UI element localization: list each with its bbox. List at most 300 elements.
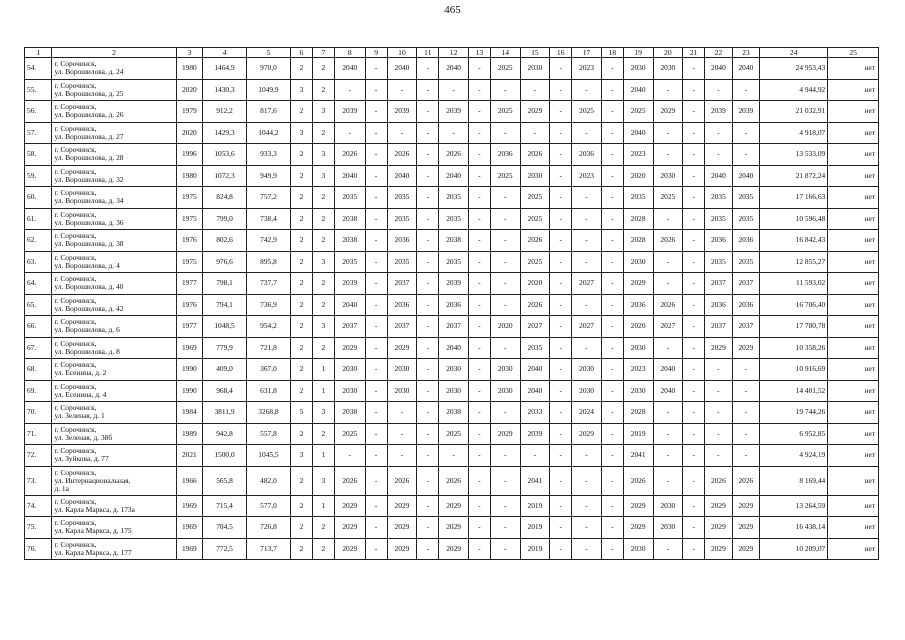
- table-cell: -: [601, 445, 623, 467]
- table-cell: -: [572, 445, 602, 467]
- table-cell: -: [683, 294, 705, 316]
- address-cell: [52, 187, 176, 209]
- address-cell: [52, 79, 176, 101]
- table-cell: -: [601, 316, 623, 338]
- table-cell: -: [705, 144, 732, 166]
- table-cell: 367,0: [246, 359, 290, 381]
- table-cell: 2: [290, 359, 312, 381]
- table-cell: -: [683, 273, 705, 295]
- table-cell: 2030: [334, 359, 365, 381]
- table-cell: 631,8: [246, 380, 290, 402]
- address-line: ул. Зеленая, д. 38б: [54, 432, 113, 442]
- table-cell: -: [601, 273, 623, 295]
- table-cell: -: [417, 495, 439, 517]
- table-cell: -: [417, 58, 439, 80]
- address-line: г. Сорочинск,: [54, 518, 97, 528]
- table-cell: 2030: [653, 495, 683, 517]
- table-cell: 2030: [653, 58, 683, 80]
- table-cell: 3811,9: [203, 402, 247, 424]
- table-cell: -: [439, 79, 469, 101]
- table-cell: -: [417, 273, 439, 295]
- column-header: 10: [387, 48, 417, 58]
- table-cell: -: [732, 359, 759, 381]
- table-cell: -: [490, 294, 520, 316]
- table-cell: 2036: [705, 294, 732, 316]
- table-cell: 2035: [705, 208, 732, 230]
- table-cell: 577,0: [246, 495, 290, 517]
- table-cell: 2036: [623, 294, 653, 316]
- table-cell: 21 872,24: [760, 165, 828, 187]
- table-cell: 2020: [176, 122, 202, 144]
- table-cell: -: [705, 359, 732, 381]
- table-cell: 2030: [623, 251, 653, 273]
- table-cell: нет: [828, 294, 879, 316]
- table-cell: 2: [312, 294, 334, 316]
- table-cell: нет: [828, 445, 879, 467]
- table-cell: 3: [290, 445, 312, 467]
- address-line: ул. Ворошилова, д. 34: [54, 196, 124, 206]
- table-cell: -: [550, 144, 572, 166]
- table-cell: -: [572, 122, 602, 144]
- table-cell: 1990: [176, 359, 202, 381]
- address-line: ул. Карла Маркса, д. 175: [54, 526, 132, 536]
- column-header: 21: [683, 48, 705, 58]
- table-cell: 2040: [387, 165, 417, 187]
- table-cell: 1053,6: [203, 144, 247, 166]
- table-cell: нет: [828, 165, 879, 187]
- table-row: [25, 538, 879, 560]
- address-line: ул. Интернациональная,: [54, 475, 131, 485]
- table-cell: 2030: [653, 165, 683, 187]
- table-cell: -: [550, 337, 572, 359]
- table-cell: -: [732, 380, 759, 402]
- table-cell: 2029: [623, 495, 653, 517]
- table-cell: 2026: [439, 144, 469, 166]
- address-cell: [52, 445, 176, 467]
- table-cell: -: [732, 144, 759, 166]
- table-cell: 2036: [439, 294, 469, 316]
- table-cell: 1969: [176, 538, 202, 560]
- table-cell: -: [490, 538, 520, 560]
- table-row: [25, 294, 879, 316]
- table-cell: 2: [312, 517, 334, 539]
- table-cell: -: [387, 402, 417, 424]
- column-header: 20: [653, 48, 683, 58]
- table-cell: 2039: [439, 273, 469, 295]
- table-cell: -: [417, 101, 439, 123]
- address-line: г. Сорочинск,: [54, 231, 97, 241]
- table-cell: 2040: [387, 58, 417, 80]
- table-cell: -: [490, 122, 520, 144]
- table-cell: 2030: [520, 165, 550, 187]
- table-cell: 2040: [653, 380, 683, 402]
- table-cell: нет: [828, 273, 879, 295]
- table-row: [25, 380, 879, 402]
- table-cell: нет: [828, 101, 879, 123]
- table-cell: 2023: [572, 165, 602, 187]
- table-cell: 2036: [387, 294, 417, 316]
- table-cell: -: [601, 517, 623, 539]
- table-cell: 2036: [387, 230, 417, 252]
- row-number: 60.: [25, 187, 52, 209]
- table-cell: -: [365, 380, 387, 402]
- table-cell: 2035: [705, 251, 732, 273]
- table-cell: 3: [312, 101, 334, 123]
- column-header: 12: [439, 48, 469, 58]
- table-cell: 16 842,43: [760, 230, 828, 252]
- table-cell: -: [417, 402, 439, 424]
- column-header: 23: [732, 48, 759, 58]
- table-cell: нет: [828, 58, 879, 80]
- address-cell: [52, 101, 176, 123]
- table-cell: 14 401,52: [760, 380, 828, 402]
- table-cell: 2039: [732, 101, 759, 123]
- table-row: [25, 187, 879, 209]
- address-line: ул. Ворошилова, д. 25: [54, 88, 124, 98]
- column-header: 2: [52, 48, 176, 58]
- table-cell: 2029: [572, 423, 602, 445]
- table-cell: 3: [312, 316, 334, 338]
- table-cell: нет: [828, 79, 879, 101]
- table-cell: -: [365, 165, 387, 187]
- column-header: 18: [601, 48, 623, 58]
- table-cell: 3: [312, 466, 334, 495]
- table-cell: -: [365, 538, 387, 560]
- address-line: ул. Ворошилова, д. 27: [54, 131, 124, 141]
- table-cell: 2020: [490, 316, 520, 338]
- table-cell: -: [601, 144, 623, 166]
- table-cell: -: [705, 402, 732, 424]
- table-cell: 2: [290, 230, 312, 252]
- table-cell: -: [417, 423, 439, 445]
- table-cell: 1048,5: [203, 316, 247, 338]
- table-cell: -: [490, 208, 520, 230]
- table-cell: 2036: [705, 230, 732, 252]
- table-cell: 784,5: [203, 517, 247, 539]
- table-cell: 2035: [387, 251, 417, 273]
- address-line: ул. Карла Маркса, д. 173а: [54, 504, 135, 514]
- table-cell: нет: [828, 144, 879, 166]
- table-cell: 10 596,48: [760, 208, 828, 230]
- table-cell: -: [490, 337, 520, 359]
- table-cell: -: [683, 251, 705, 273]
- table-cell: -: [365, 230, 387, 252]
- table-cell: 2: [290, 58, 312, 80]
- table-cell: -: [550, 380, 572, 402]
- table-cell: -: [387, 445, 417, 467]
- table-cell: -: [550, 208, 572, 230]
- address-line: ул. Ворошилова, д. 38: [54, 239, 124, 249]
- table-cell: 2: [290, 316, 312, 338]
- table-cell: 799,0: [203, 208, 247, 230]
- table-cell: 970,0: [246, 58, 290, 80]
- table-cell: 10 358,26: [760, 337, 828, 359]
- table-cell: 1984: [176, 402, 202, 424]
- address-line: г. Сорочинск,: [54, 467, 97, 477]
- table-cell: -: [334, 79, 365, 101]
- table-cell: 2029: [387, 337, 417, 359]
- table-cell: -: [550, 58, 572, 80]
- table-cell: -: [550, 251, 572, 273]
- table-cell: -: [417, 445, 439, 467]
- table-cell: 1976: [176, 230, 202, 252]
- table-cell: 4 924,19: [760, 445, 828, 467]
- table-cell: -: [683, 316, 705, 338]
- table-cell: -: [653, 445, 683, 467]
- table-cell: -: [417, 359, 439, 381]
- table-cell: -: [683, 337, 705, 359]
- row-number: 74.: [25, 495, 52, 517]
- table-cell: 3: [290, 122, 312, 144]
- table-cell: -: [490, 495, 520, 517]
- table-cell: -: [572, 79, 602, 101]
- table-cell: -: [520, 79, 550, 101]
- table-cell: 2036: [490, 144, 520, 166]
- table-cell: -: [550, 466, 572, 495]
- table-cell: 2035: [334, 187, 365, 209]
- table-cell: 721,8: [246, 337, 290, 359]
- table-cell: -: [468, 466, 490, 495]
- table-cell: 2029: [439, 538, 469, 560]
- table-cell: 2026: [334, 466, 365, 495]
- table-cell: 13 264,59: [760, 495, 828, 517]
- table-cell: -: [417, 230, 439, 252]
- table-cell: 2: [290, 208, 312, 230]
- table-cell: нет: [828, 402, 879, 424]
- table-cell: -: [417, 165, 439, 187]
- table-cell: 2025: [520, 251, 550, 273]
- table-cell: -: [365, 423, 387, 445]
- table-cell: 2030: [334, 380, 365, 402]
- table-cell: -: [653, 208, 683, 230]
- table-cell: 2040: [623, 122, 653, 144]
- table-cell: 2039: [520, 423, 550, 445]
- table-cell: 737,7: [246, 273, 290, 295]
- address-line: ул. Ворошилова, д. 40: [54, 282, 124, 292]
- address-line: ул. Карла Маркса, д. 177: [54, 547, 132, 557]
- address-line: ул. Ворошилова, д. 32: [54, 174, 124, 184]
- table-cell: 2037: [387, 316, 417, 338]
- table-cell: 2: [290, 538, 312, 560]
- column-header: 16: [550, 48, 572, 58]
- table-cell: 2040: [334, 294, 365, 316]
- table-cell: -: [572, 187, 602, 209]
- table-row: [25, 122, 879, 144]
- table-row: [25, 316, 879, 338]
- table-cell: -: [601, 538, 623, 560]
- table-cell: 2040: [334, 165, 365, 187]
- table-cell: 2027: [572, 273, 602, 295]
- column-header: 13: [468, 48, 490, 58]
- table-cell: 2: [290, 165, 312, 187]
- table-cell: 1989: [176, 423, 202, 445]
- row-number: 67.: [25, 337, 52, 359]
- address-line: г. Сорочинск,: [54, 102, 97, 112]
- row-number: 63.: [25, 251, 52, 273]
- table-cell: 2025: [572, 101, 602, 123]
- table-cell: 2029: [732, 495, 759, 517]
- table-cell: 2025: [490, 58, 520, 80]
- table-cell: 2026: [705, 466, 732, 495]
- address-line: г. Сорочинск,: [54, 338, 97, 348]
- table-row: [25, 251, 879, 273]
- table-cell: -: [550, 230, 572, 252]
- table-cell: 2028: [623, 230, 653, 252]
- table-cell: 11 593,02: [760, 273, 828, 295]
- row-number: 73.: [25, 466, 52, 495]
- table-cell: -: [365, 187, 387, 209]
- row-number: 76.: [25, 538, 52, 560]
- table-cell: 2036: [732, 294, 759, 316]
- address-line: г. Сорочинск,: [54, 403, 97, 413]
- row-number: 61.: [25, 208, 52, 230]
- table-cell: 3: [312, 165, 334, 187]
- table-cell: -: [417, 466, 439, 495]
- table-cell: 2038: [439, 402, 469, 424]
- address-cell: [52, 294, 176, 316]
- table-cell: 1: [312, 495, 334, 517]
- table-cell: -: [417, 251, 439, 273]
- table-row: [25, 466, 879, 495]
- table-cell: 2041: [623, 445, 653, 467]
- table-cell: 2: [290, 144, 312, 166]
- address-line: г. Сорочинск,: [54, 166, 97, 176]
- table-cell: -: [365, 251, 387, 273]
- table-cell: -: [468, 187, 490, 209]
- row-number: 64.: [25, 273, 52, 295]
- table-cell: 2037: [705, 316, 732, 338]
- address-cell: [52, 380, 176, 402]
- table-cell: -: [468, 294, 490, 316]
- table-cell: -: [387, 423, 417, 445]
- table-cell: 2: [312, 58, 334, 80]
- table-cell: -: [468, 165, 490, 187]
- table-cell: -: [417, 294, 439, 316]
- table-cell: 2: [312, 122, 334, 144]
- table-cell: 2029: [387, 538, 417, 560]
- table-cell: 482,0: [246, 466, 290, 495]
- table-cell: 1969: [176, 517, 202, 539]
- table-cell: -: [365, 359, 387, 381]
- address-cell: [52, 273, 176, 295]
- table-cell: 17 166,63: [760, 187, 828, 209]
- table-cell: -: [601, 380, 623, 402]
- table-cell: 2038: [334, 402, 365, 424]
- table-cell: 2026: [653, 230, 683, 252]
- column-header: 6: [290, 48, 312, 58]
- table-cell: нет: [828, 316, 879, 338]
- row-number: 57.: [25, 122, 52, 144]
- table-cell: -: [365, 144, 387, 166]
- table-cell: 1430,3: [203, 79, 247, 101]
- table-cell: 726,8: [246, 517, 290, 539]
- table-cell: 2040: [439, 337, 469, 359]
- table-cell: 2030: [439, 359, 469, 381]
- address-line: ул. Ворошилова, д. 28: [54, 153, 124, 163]
- table-cell: 10 209,07: [760, 538, 828, 560]
- table-cell: 2029: [334, 517, 365, 539]
- address-line: ул. Ворошилова, д. 6: [54, 325, 120, 335]
- table-cell: 2029: [705, 495, 732, 517]
- address-cell: [52, 58, 176, 80]
- table-cell: 2030: [490, 380, 520, 402]
- table-cell: 2039: [334, 101, 365, 123]
- table-cell: -: [490, 79, 520, 101]
- table-cell: -: [653, 79, 683, 101]
- table-cell: -: [468, 316, 490, 338]
- table-cell: -: [705, 380, 732, 402]
- table-cell: 1: [312, 359, 334, 381]
- table-row: [25, 79, 879, 101]
- table-cell: нет: [828, 122, 879, 144]
- table-cell: 2025: [334, 423, 365, 445]
- table-cell: -: [365, 466, 387, 495]
- table-cell: -: [732, 445, 759, 467]
- table-cell: 2035: [439, 208, 469, 230]
- address-line: г. Сорочинск,: [54, 80, 97, 90]
- table-row: [25, 445, 879, 467]
- table-cell: 2030: [623, 538, 653, 560]
- table-cell: 1979: [176, 101, 202, 123]
- table-cell: -: [683, 101, 705, 123]
- table-cell: 2: [312, 208, 334, 230]
- column-header: 14: [490, 48, 520, 58]
- table-cell: 713,7: [246, 538, 290, 560]
- table-cell: 1464,9: [203, 58, 247, 80]
- row-number: 55.: [25, 79, 52, 101]
- table-cell: 942,8: [203, 423, 247, 445]
- table-cell: 2035: [387, 208, 417, 230]
- table-cell: 794,1: [203, 294, 247, 316]
- address-line: г. Сорочинск,: [54, 360, 97, 370]
- column-header: 3: [176, 48, 202, 58]
- table-cell: 2038: [439, 230, 469, 252]
- table-cell: -: [572, 517, 602, 539]
- table-row: [25, 101, 879, 123]
- table-cell: -: [417, 208, 439, 230]
- table-cell: 1980: [176, 58, 202, 80]
- table-cell: -: [732, 79, 759, 101]
- table-cell: -: [705, 79, 732, 101]
- header-row: [25, 48, 879, 58]
- table-cell: 2029: [705, 337, 732, 359]
- column-header: 8: [334, 48, 365, 58]
- table-cell: 2030: [623, 337, 653, 359]
- table-cell: 2040: [520, 380, 550, 402]
- table-cell: -: [601, 208, 623, 230]
- table-cell: 2029: [334, 337, 365, 359]
- table-cell: -: [490, 273, 520, 295]
- table-cell: -: [550, 294, 572, 316]
- table-cell: 2035: [334, 251, 365, 273]
- table-cell: 1990: [176, 380, 202, 402]
- table-cell: 4 944,92: [760, 79, 828, 101]
- table-cell: -: [439, 445, 469, 467]
- table-cell: -: [365, 445, 387, 467]
- address-line: д. 1а: [54, 483, 69, 493]
- table-cell: 912,2: [203, 101, 247, 123]
- table-cell: -: [550, 101, 572, 123]
- table-cell: -: [490, 466, 520, 495]
- table-cell: 2029: [732, 337, 759, 359]
- table-cell: 2: [290, 273, 312, 295]
- table-cell: -: [601, 402, 623, 424]
- table-cell: -: [365, 316, 387, 338]
- table-cell: 2: [312, 538, 334, 560]
- table-cell: -: [468, 380, 490, 402]
- column-header: 4: [203, 48, 247, 58]
- table-cell: 2025: [520, 208, 550, 230]
